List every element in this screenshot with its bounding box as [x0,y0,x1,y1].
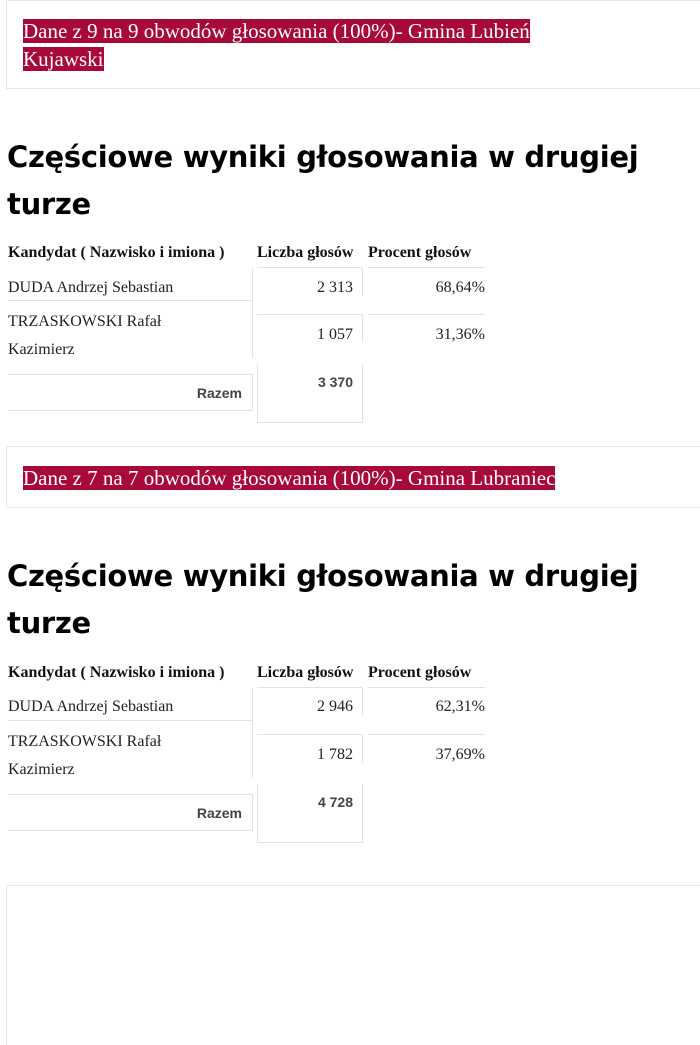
candidate-votes: 2 946 [317,698,353,715]
section-heading: Częściowe wyniki głosowania w drugiej turze [7,559,639,640]
column-header-votes: Liczba głosów [257,664,354,681]
total-votes: 4 728 [317,794,353,810]
total-label: Razem [196,385,242,401]
results-banner: Dane z 7 na 7 obwodów głosowania (100%)- Gmina Lubraniec [23,466,556,490]
column-header-candidate: Kandydat ( Nazwisko i imiona ) [8,244,225,261]
results-banner: Dane z 9 na 9 obwodów głosowania (100%)- Gmina Lubień Kujawski [23,19,530,71]
candidate-votes: 1 057 [317,326,353,343]
results-table [8,240,488,430]
candidate-name: TRZASKOWSKI Rafał Kazimierz [8,313,162,358]
section-heading: Częściowe wyniki głosowania w drugiej turze [7,140,639,221]
candidate-percent: 68,64% [435,279,485,296]
total-label: Razem [196,805,242,821]
candidate-percent: 62,31% [435,698,485,715]
candidate-name: DUDA Andrzej Sebastian [8,698,174,715]
candidate-percent: 31,36% [435,326,485,343]
total-votes: 3 370 [317,374,353,390]
results-table [8,660,488,850]
candidate-percent: 37,69% [435,746,485,763]
candidate-votes: 1 782 [317,746,353,763]
candidate-votes: 2 313 [317,279,353,296]
column-header-percent: Procent głosów [368,664,472,681]
column-header-votes: Liczba głosów [257,244,354,261]
candidate-name: TRZASKOWSKI Rafał Kazimierz [8,733,162,778]
content-placeholder [6,885,700,1045]
results-banner-box [6,0,700,89]
candidate-name: DUDA Andrzej Sebastian [8,279,174,296]
column-header-percent: Procent głosów [368,244,472,261]
results-banner-box [6,446,700,508]
column-header-candidate: Kandydat ( Nazwisko i imiona ) [8,664,225,681]
